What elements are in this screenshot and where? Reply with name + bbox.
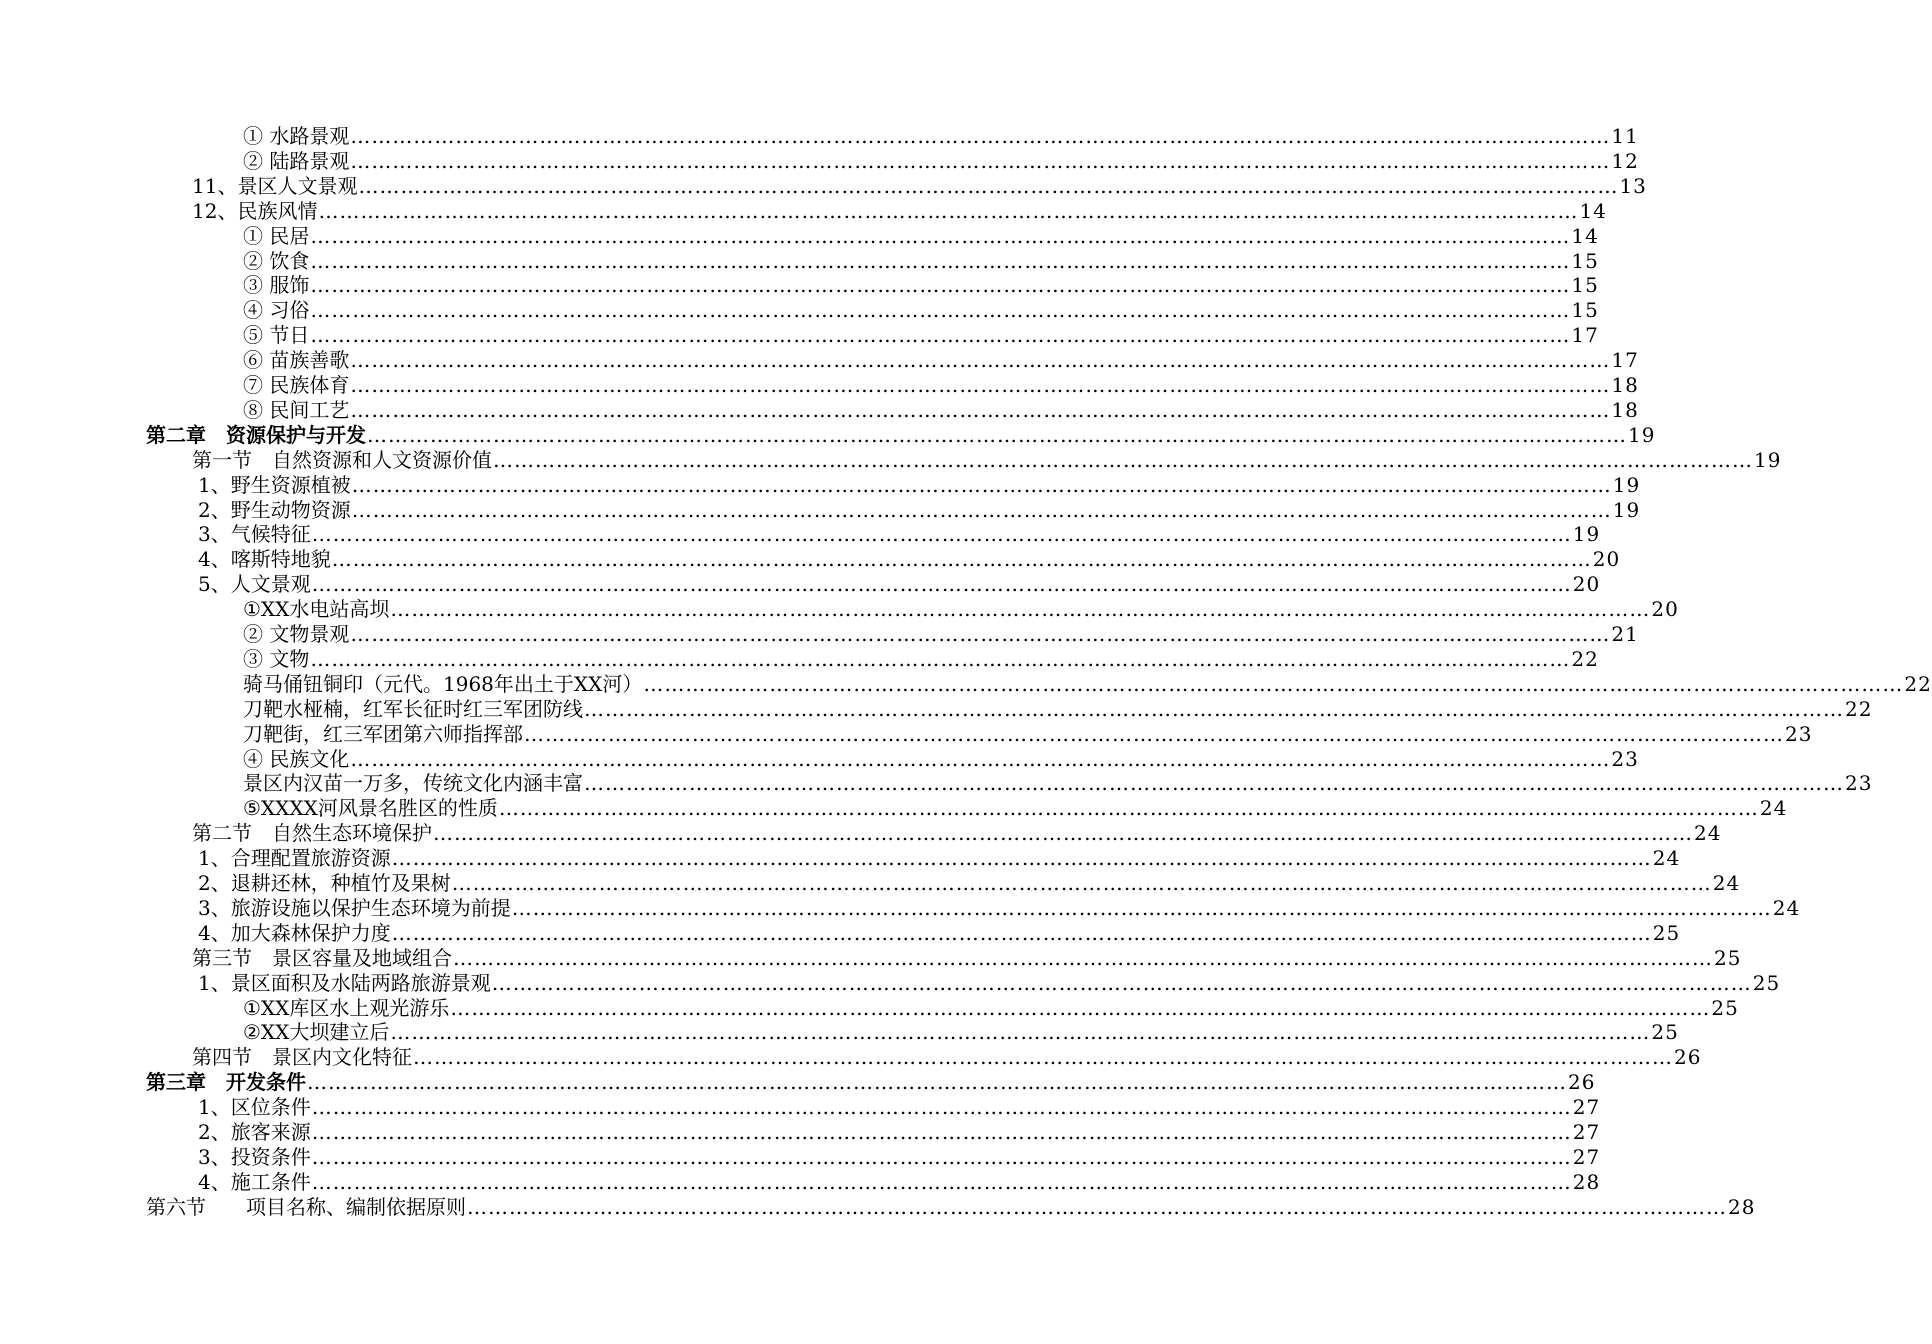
toc-dot-leader: ……………………………………………………………………………………………………………………………………………………………… [310,323,1571,348]
toc-dot-leader: ……………………………………………………………………………………………………………………………………………………………… [390,597,1651,622]
toc-entry-title: 1、合理配置旅游资源 [198,846,391,871]
toc-dot-leader: ……………………………………………………………………………………………………………………………………………………………… [351,497,1612,522]
toc-entry-page-number: 17 [1571,323,1599,348]
toc-entry[interactable] [198,1144,1601,1170]
toc-dot-leader: ……………………………………………………………………………………………………………………………………………………………… [390,1020,1651,1045]
toc-entry[interactable] [243,671,1932,697]
toc-entry-title: 刀靶水桠楠，红军长征时红三军团防线 [243,696,583,721]
toc-entry[interactable] [243,348,1639,373]
toc-entry[interactable] [192,1045,1702,1070]
toc-entry-page-number: 18 [1611,373,1639,397]
toc-entry[interactable] [192,945,1742,971]
toc-entry-page-number: 24 [1652,846,1681,871]
toc-entry-page-number: 20 [1592,547,1621,572]
toc-entry-title: 第一节 自然资源和人文资源价值 [192,447,492,472]
toc-entry-title: ⑦ 民族体育 [243,373,350,397]
toc-entry[interactable] [243,597,1679,622]
toc-entry-page-number: 14 [1579,198,1607,223]
toc-dot-leader: ……………………………………………………………………………………………………………………………………………………………… [453,945,1713,970]
toc-dot-leader: ……………………………………………………………………………………………………………………………………………………………… [350,348,1611,373]
toc-entry-title: 4、喀斯特地貌 [198,547,331,572]
toc-entry[interactable] [198,871,1741,896]
toc-dot-leader: ……………………………………………………………………………………………………………………………………………………………… [310,273,1571,298]
toc-entry-title: ③ 服饰 [243,273,310,298]
toc-entry-page-number: 13 [1619,173,1647,198]
toc-dot-leader: ……………………………………………………………………………………………………………………………………………………………… [310,248,1571,273]
toc-dot-leader: ……………………………………………………………………………………………………………………………………………………………… [450,995,1711,1020]
toc-entry-page-number: 27 [1572,1144,1601,1169]
toc-entry-title: 2、旅客来源 [198,1120,311,1144]
toc-entry[interactable] [243,298,1599,323]
toc-dot-leader: ……………………………………………………………………………………………………………………………………………………………… [643,671,1904,696]
toc-dot-leader: ……………………………………………………………………………………………………………………………………………………………… [310,223,1571,248]
toc-entry-title: 4、加大森林保护力度 [198,920,391,945]
toc-entry-title: 骑马俑钮铜印（元代。1968年出土于XX河） [243,671,643,696]
toc-entry[interactable] [243,622,1639,647]
toc-entry-page-number: 28 [1572,1169,1601,1194]
toc-entry-page-number: 22 [1845,696,1873,721]
toc-entry[interactable] [198,1120,1601,1145]
toc-entry-title: ① 水路景观 [243,124,350,148]
toc-entry-page-number: 19 [1628,422,1656,447]
toc-entry[interactable] [146,1070,1596,1095]
toc-entry[interactable] [243,248,1599,274]
toc-entry[interactable] [198,572,1601,597]
toc-entry-page-number: 17 [1611,348,1639,373]
toc-entry-title: 第二节 自然生态环境保护 [192,821,432,846]
toc-entry-page-number: 25 [1714,945,1742,970]
toc-entry[interactable] [243,771,1873,796]
toc-entry-page-number: 14 [1571,223,1599,248]
toc-entry-title: 第六节 项目名称、编制依据原则 [146,1194,466,1219]
toc-entry-title: ① 民居 [243,223,310,248]
toc-entry-title: 3、旅游设施以保护生态环境为前提 [198,895,511,920]
toc-entry-page-number: 21 [1611,622,1639,646]
toc-entry[interactable] [192,173,1647,199]
toc-entry[interactable] [146,422,1656,448]
toc-entry[interactable] [198,846,1681,871]
toc-entry-title: ③ 文物 [243,646,310,671]
toc-entry-page-number: 25 [1711,995,1739,1020]
toc-entry-page-number: 26 [1568,1070,1596,1095]
toc-entry[interactable] [198,970,1781,996]
toc-entry-title: 2、野生动物资源 [198,497,351,522]
toc-dot-leader: ……………………………………………………………………………………………………………………………………………………………… [350,124,1611,148]
toc-entry-page-number: 28 [1728,1194,1756,1219]
toc-entry-title: ①XX水电站高坝 [243,597,390,622]
toc-entry-page-number: 25 [1652,920,1681,945]
toc-entry[interactable] [243,273,1599,298]
toc-entry[interactable] [243,1020,1679,1045]
toc-entry-title: 1、景区面积及水陆两路旅游景观 [198,970,491,995]
toc-dot-leader: ……………………………………………………………………………………………………………………………………………………………… [498,796,1759,821]
toc-entry-page-number: 24 [1759,796,1788,821]
toc-dot-leader: ……………………………………………………………………………………………………………………………………………………………… [311,1120,1572,1144]
toc-entry-title: ⑤ 节日 [243,323,310,348]
toc-entry[interactable] [198,920,1681,946]
toc-dot-leader: ……………………………………………………………………………………………………………………………………………………………… [351,472,1612,497]
toc-dot-leader: ……………………………………………………………………………………………………………………………………………………………… [493,447,1753,472]
toc-entry-page-number: 22 [1571,646,1599,671]
toc-dot-leader: ……………………………………………………………………………………………………………………………………………………………… [311,572,1572,597]
toc-entry-page-number: 23 [1785,721,1813,746]
toc-entry[interactable] [243,646,1599,672]
toc-entry[interactable] [192,198,1607,224]
toc-dot-leader: ……………………………………………………………………………………………………………………………………………………………… [451,871,1712,895]
toc-entry-page-number: 12 [1611,148,1639,173]
toc-entry-page-number: 24 [1694,821,1722,846]
toc-entry[interactable] [192,821,1722,846]
toc-entry[interactable] [243,373,1639,398]
toc-entry-page-number: 27 [1572,1120,1601,1144]
toc-entry-page-number: 19 [1612,472,1641,497]
toc-dot-leader: ……………………………………………………………………………………………………………………………………………………………… [311,1095,1572,1120]
toc-dot-leader: ……………………………………………………………………………………………………………………………………………………………… [524,721,1784,746]
toc-entry-title: ④ 习俗 [243,298,310,323]
toc-entry[interactable] [198,1095,1601,1120]
toc-entry[interactable] [243,397,1639,423]
toc-dot-leader: ……………………………………………………………………………………………………………………………………………………………… [391,846,1652,871]
toc-entry-page-number: 20 [1572,572,1601,597]
toc-entry[interactable] [243,323,1599,348]
toc-dot-leader: ……………………………………………………………………………………………………………………………………………………………… [318,198,1579,223]
toc-entry-title: 3、投资条件 [198,1144,311,1169]
toc-entry-title: 2、退耕还林，种植竹及果树 [198,871,451,895]
toc-entry-title: ⑤XXXX河风景名胜区的性质 [243,796,498,821]
toc-entry-title: ② 陆路景观 [243,148,350,173]
toc-entry-page-number: 26 [1674,1045,1702,1070]
toc-entry-page-number: 22 [1904,671,1932,696]
toc-entry-page-number: 27 [1572,1095,1601,1120]
toc-entry-title: ④ 民族文化 [243,746,350,771]
toc-entry[interactable] [243,696,1873,722]
toc-entry-page-number: 15 [1571,273,1599,298]
toc-entry-title: 3、气候特征 [198,522,311,547]
toc-entry-page-number: 25 [1651,1020,1679,1045]
toc-entry-title: ⑧ 民间工艺 [243,397,350,422]
toc-entry-title: 11、景区人文景观 [192,173,358,198]
toc-dot-leader: ……………………………………………………………………………………………………………………………………………………………… [350,397,1611,422]
toc-entry[interactable] [243,223,1599,249]
toc-entry-title: ②XX大坝建立后 [243,1020,390,1045]
toc-entry-title: 第四节 景区内文化特征 [192,1045,412,1070]
toc-entry[interactable] [243,721,1813,747]
toc-dot-leader: ……………………………………………………………………………………………………………………………………………………………… [358,173,1619,198]
toc-entry-title: 景区内汉苗一万多，传统文化内涵丰富 [243,771,583,796]
toc-dot-leader: ……………………………………………………………………………………………………………………………………………………………… [311,1169,1572,1194]
toc-dot-leader: ……………………………………………………………………………………………………………………………………………………………… [367,422,1627,447]
toc-dot-leader: ……………………………………………………………………………………………………………………………………………………………… [350,622,1611,646]
toc-entry[interactable] [243,148,1639,174]
toc-entry-page-number: 11 [1611,124,1639,148]
toc-entry-page-number: 23 [1845,771,1873,796]
toc-dot-leader: ……………………………………………………………………………………………………………………………………………………………… [331,547,1592,572]
toc-dot-leader: ……………………………………………………………………………………………………………………………………………………………… [584,696,1844,721]
toc-entry-page-number: 15 [1571,298,1599,323]
toc-entry-title: ⑥ 苗族善歌 [243,348,350,373]
toc-entry-title: ② 饮食 [243,248,310,273]
toc-entry-title: 1、野生资源植被 [198,472,351,497]
toc-entry[interactable] [243,995,1739,1021]
toc-entry[interactable] [192,447,1782,473]
toc-entry-page-number: 15 [1571,248,1599,273]
toc-dot-leader: ……………………………………………………………………………………………………………………………………………………………… [511,895,1772,920]
toc-dot-leader: ……………………………………………………………………………………………………………………………………………………………… [433,821,1693,846]
toc-dot-leader: ……………………………………………………………………………………………………………………………………………………………… [350,148,1611,173]
toc-dot-leader: ……………………………………………………………………………………………………………………………………………………………… [350,746,1611,771]
toc-entry-title: ② 文物景观 [243,622,350,646]
toc-entry-page-number: 24 [1772,895,1801,920]
toc-entry-page-number: 24 [1712,871,1741,895]
toc-entry-title: 刀靶街，红三军团第六师指挥部 [243,721,523,746]
toc-dot-leader: ……………………………………………………………………………………………………………………………………………………………… [310,298,1571,323]
toc-entry-page-number: 20 [1651,597,1679,622]
toc-entry-page-number: 19 [1754,447,1782,472]
toc-dot-leader: ……………………………………………………………………………………………………………………………………………………………… [467,1194,1727,1219]
toc-entry[interactable] [198,1169,1601,1195]
toc-entry-title: 5、人文景观 [198,572,311,597]
toc-dot-leader: ……………………………………………………………………………………………………………………………………………………………… [491,970,1752,995]
toc-entry-title: ①XX库区水上观光游乐 [243,995,450,1020]
toc-entry[interactable] [198,547,1621,572]
toc-dot-leader: ……………………………………………………………………………………………………………………………………………………………… [350,373,1611,397]
toc-entry[interactable] [198,522,1601,547]
toc-entry[interactable] [198,472,1641,498]
toc-entry[interactable] [243,746,1639,772]
toc-dot-leader: ……………………………………………………………………………………………………………………………………………………………… [307,1070,1567,1095]
toc-entry[interactable] [243,124,1639,149]
toc-dot-leader: ……………………………………………………………………………………………………………………………………………………………… [310,646,1571,671]
toc-entry-title: 第三节 景区容量及地域组合 [192,945,452,970]
toc-entry-title: 第二章 资源保护与开发 [146,422,366,447]
toc-entry[interactable] [146,1194,1756,1220]
toc-dot-leader: ……………………………………………………………………………………………………………………………………………………………… [311,1144,1572,1169]
toc-entry-page-number: 25 [1752,970,1781,995]
toc-entry-page-number: 19 [1612,497,1641,522]
toc-entry-title: 1、区位条件 [198,1095,311,1120]
toc-entry[interactable] [243,796,1788,821]
toc-entry-title: 12、民族风情 [192,198,318,223]
toc-dot-leader: ……………………………………………………………………………………………………………………………………………………………… [311,522,1572,547]
toc-entry-title: 第三章 开发条件 [146,1070,306,1095]
toc-entry-page-number: 23 [1611,746,1639,771]
toc-dot-leader: ……………………………………………………………………………………………………………………………………………………………… [391,920,1652,945]
toc-entry[interactable] [198,497,1641,523]
toc-entry-page-number: 19 [1572,522,1601,547]
toc-dot-leader: ……………………………………………………………………………………………………………………………………………………………… [413,1045,1673,1070]
toc-entry-page-number: 18 [1611,397,1639,422]
toc-entry[interactable] [198,895,1801,921]
toc-dot-leader: ……………………………………………………………………………………………………………………………………………………………… [584,771,1844,796]
toc-entry-title: 4、施工条件 [198,1169,311,1194]
